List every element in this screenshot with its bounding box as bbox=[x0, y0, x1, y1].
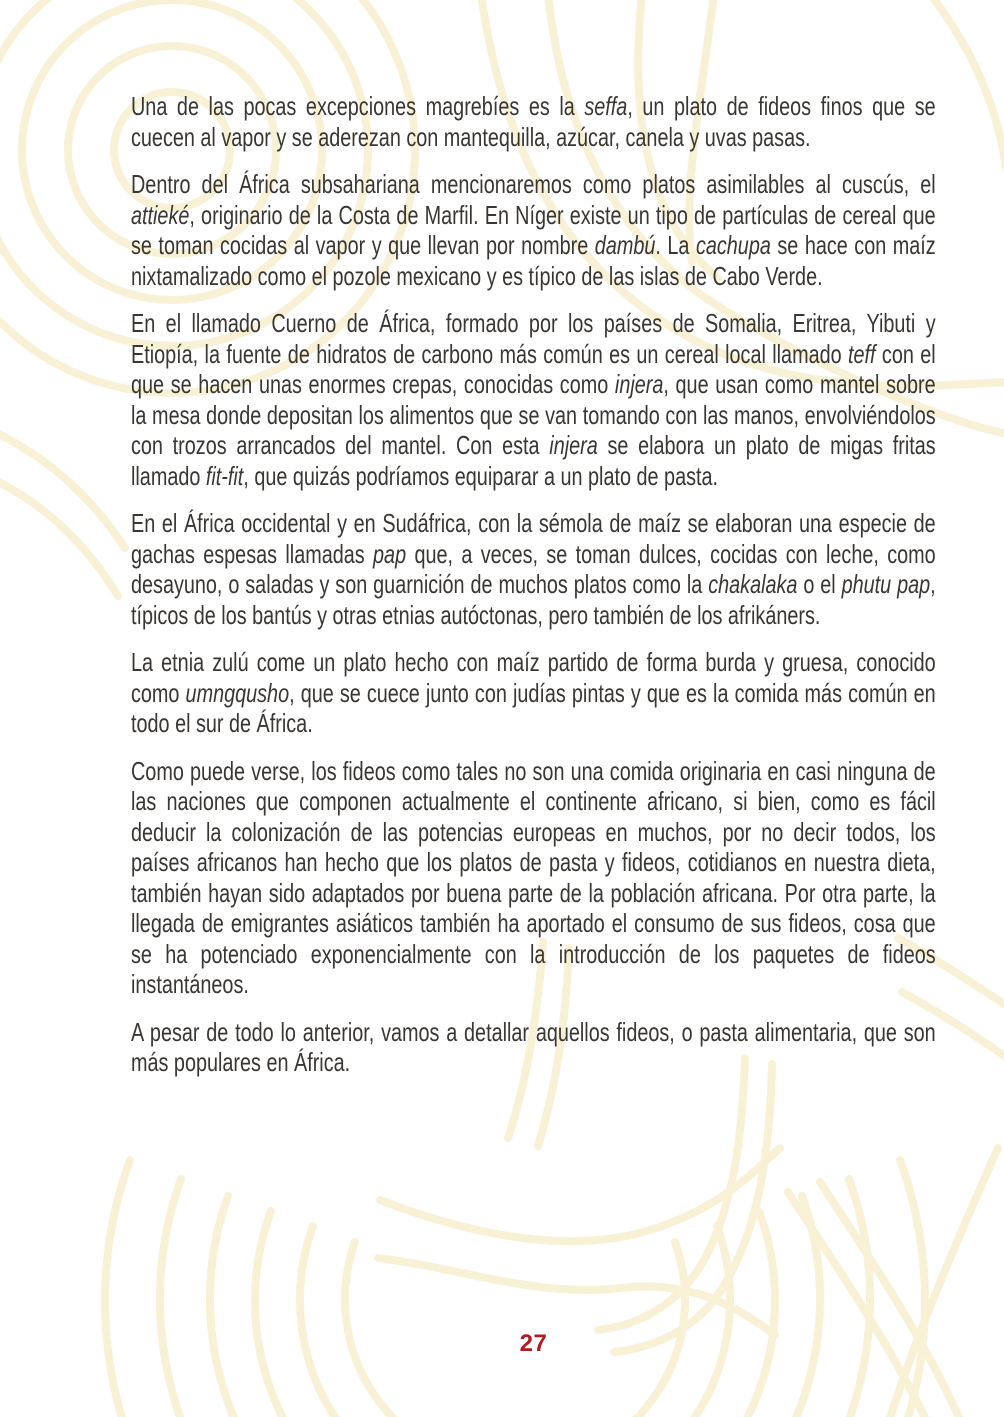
paragraph-5 bbox=[131, 647, 936, 739]
text-run: , originario de la Costa de Marfil. En Níger existe un tipo de partículas de cereal que se toman cocidas al vapor y que llevan por nombre bbox=[131, 199, 936, 260]
foreign-term-italic: teff bbox=[848, 338, 876, 369]
foreign-term-italic: pap bbox=[373, 538, 407, 569]
text-run: Dentro del África subsahariana mencionaremos como platos asimilables al cuscús, el bbox=[131, 169, 936, 199]
paragraph-2 bbox=[131, 169, 936, 291]
swirl-path bbox=[930, 0, 1004, 168]
swirl-path bbox=[888, 1148, 998, 1417]
text-run: con el que se hacen unas enormes crepas, conocidas como bbox=[131, 338, 936, 399]
text-run: , que quizás podríamos equiparar a un plato de pasta. bbox=[243, 460, 719, 491]
paragraph-4 bbox=[131, 508, 936, 630]
swirl-rings-bottom bbox=[105, 1160, 925, 1417]
text-run: Como puede verse, los fideos como tales no son una comida originaria en casi ninguna de las naciones que componen actualmente el continente africano, si bien, como es fácil deducir la colonización de las potencias europeas en muchos, por no decir todos, los países africanos han hecho que los platos de pasta y fideos, cotidianos en nuestra dieta, también hayan sido adaptados por buena parte de la población africana. Por otra parte, la llegada de emigrantes asiáticos también ha aportado el consumo de sus fideos, cosa que se ha potenciado exponencialmente con la introducción de los paquetes de fideos instantáneos. bbox=[131, 755, 936, 999]
swirl-path bbox=[0, 430, 125, 548]
foreign-term-italic: seffa bbox=[584, 91, 628, 121]
swirl-waves-bottom-center bbox=[378, 1148, 780, 1335]
swirl-path bbox=[210, 1196, 820, 1417]
text-run: se hace con maíz nixtamalizado como el pozole mexicano y es típico de las islas de Cabo Verde. bbox=[131, 230, 936, 291]
swirl-path bbox=[820, 1182, 962, 1417]
text-run: se elabora un plato de migas fritas llamado bbox=[131, 430, 936, 491]
foreign-term-italic: dambú bbox=[594, 230, 656, 260]
swirl-strands-bottom-right bbox=[788, 1148, 998, 1417]
swirl-path bbox=[300, 1226, 730, 1417]
swirl-path bbox=[380, 1148, 780, 1241]
foreign-term-italic: injera bbox=[614, 369, 664, 399]
page-text-block bbox=[131, 91, 936, 1095]
swirl-arcs-left-margin bbox=[0, 430, 125, 596]
foreign-term-italic: phutu pap bbox=[841, 569, 931, 599]
text-run: , típicos de los bantús y otras etnias autóctonas, pero también de los afrikáners. bbox=[131, 569, 936, 630]
page-number: 27 bbox=[519, 1330, 548, 1357]
text-run: que, a veces, se toman dulces, cocidas con leche, como desayuno, o saladas y son guarnición de muchos platos como la bbox=[131, 538, 936, 599]
text-run: o el bbox=[797, 569, 842, 599]
swirl-path bbox=[378, 1258, 775, 1335]
foreign-term-italic: injera bbox=[549, 430, 598, 460]
swirl-path bbox=[105, 1160, 925, 1417]
swirl-path bbox=[255, 1211, 775, 1417]
paragraph-3 bbox=[131, 308, 936, 491]
text-run: La etnia zulú come un plato hecho con maíz partido de forma burda y gruesa, conocido como bbox=[131, 647, 936, 708]
swirl-path bbox=[614, 1064, 772, 1352]
paragraph-7 bbox=[131, 1017, 936, 1078]
text-run: , que se cuece junto con judías pintas y que es la comida más común en todo el sur de África. bbox=[131, 677, 936, 738]
text-run: En el llamado Cuerno de África, formado por los países de Somalia, Eritrea, Yibuti y Etiopía, la fuente de hidratos de carbono más común es un cereal local llamado bbox=[131, 308, 936, 369]
swirl-path bbox=[598, 1058, 745, 1330]
text-run: , un plato de fideos finos que se cuecen al vapor y se aderezan con mantequilla, azúcar, canela y uvas pasas. bbox=[131, 91, 936, 152]
foreign-term-italic: chakalaka bbox=[708, 569, 798, 599]
foreign-term-italic: fit-fit bbox=[205, 460, 244, 491]
swirl-path bbox=[0, 478, 118, 596]
text-run: En el África occidental y en Sudáfrica, con la sémola de maíz se elaboran una especie de gachas espesas llamadas bbox=[131, 508, 936, 569]
swirl-path bbox=[160, 1179, 870, 1417]
paragraph-6 bbox=[131, 756, 936, 1000]
foreign-term-italic: attieké bbox=[131, 199, 190, 230]
swirl-strands-j-curve bbox=[598, 1058, 772, 1352]
paragraph-1 bbox=[131, 91, 936, 152]
text-run: . La bbox=[655, 230, 696, 260]
foreign-term-italic: cachupa bbox=[695, 230, 771, 260]
text-run: , que usan como mantel sobre la mesa donde depositan los alimentos que se van tomando con las manos, envolviéndolos con trozos arrancados del mantel. Con esta bbox=[131, 369, 936, 460]
text-run: Una de las pocas excepciones magrebíes es la bbox=[131, 91, 585, 121]
swirl-path bbox=[788, 1192, 928, 1417]
foreign-term-italic: umngqusho bbox=[185, 677, 290, 708]
text-run: A pesar de todo lo anterior, vamos a detallar aquellos fideos, o pasta alimentaria, que son más populares en África. bbox=[131, 1016, 936, 1077]
